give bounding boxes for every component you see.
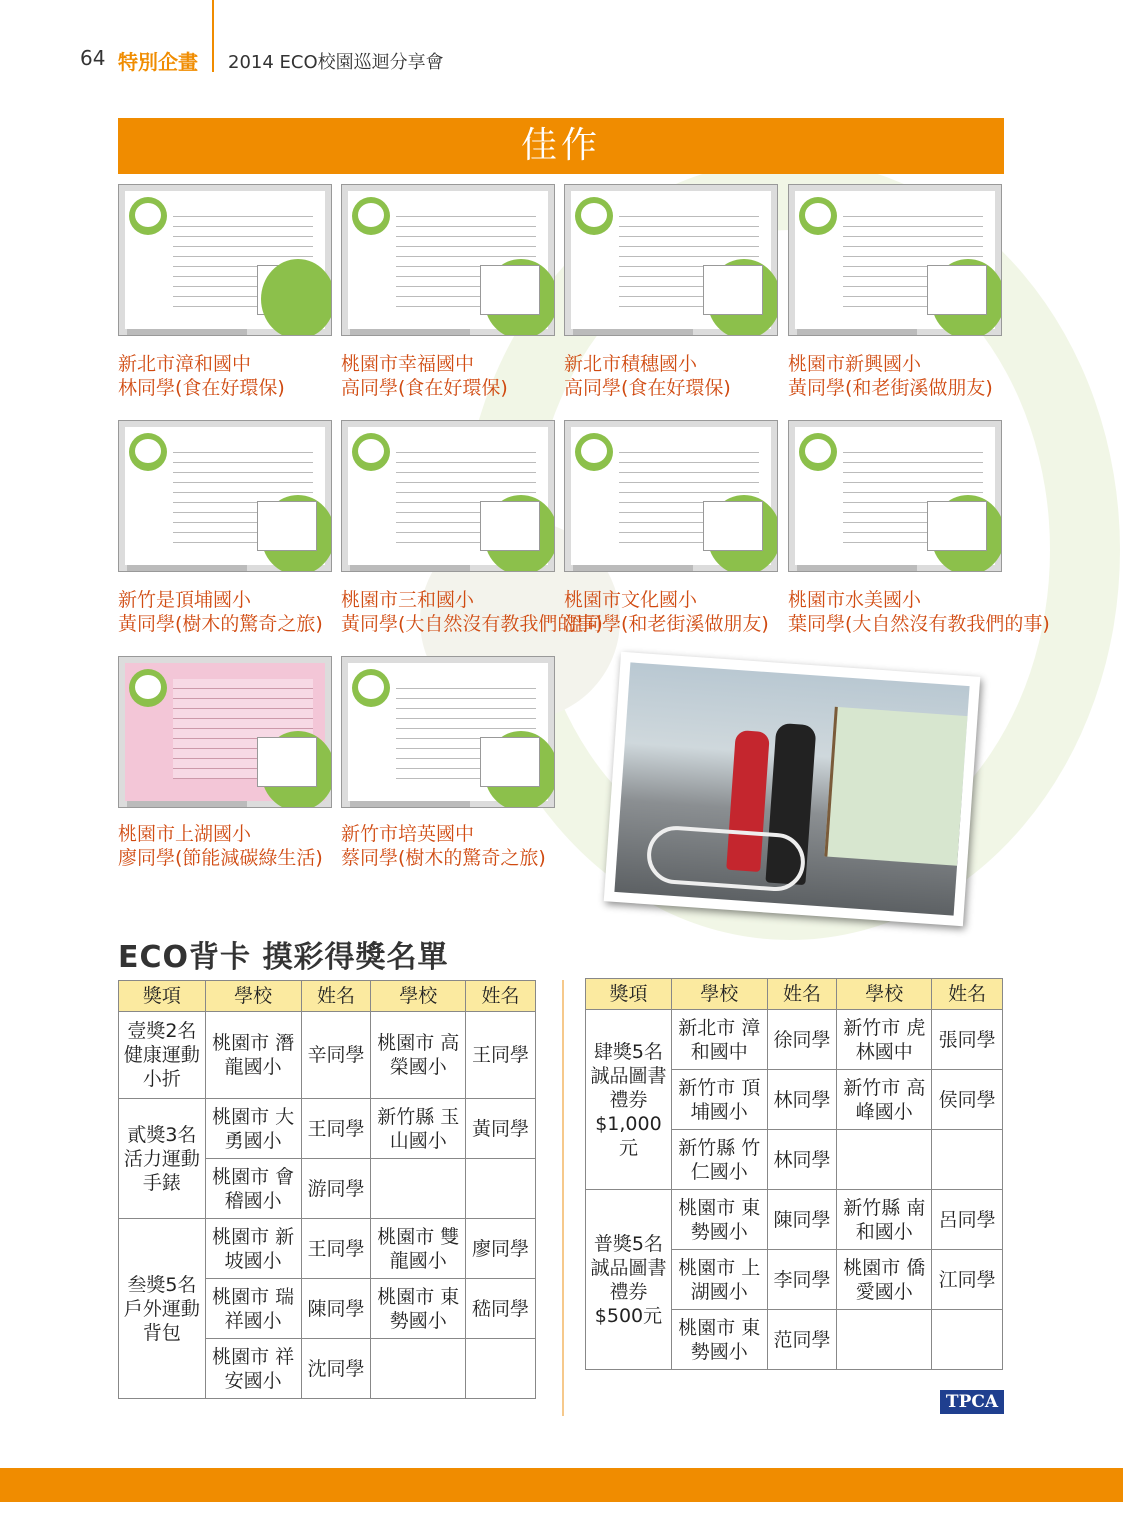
- table-divider: [562, 980, 564, 1416]
- school-cell: 新竹縣 南和國小: [837, 1190, 932, 1250]
- caption-school: 桃園市三和國小: [341, 589, 475, 611]
- school-cell: 新竹縣 竹仁國小: [671, 1130, 767, 1190]
- footer-bar: [0, 1468, 1123, 1502]
- photo-image: [614, 662, 969, 915]
- card-caption: [118, 588, 348, 636]
- artwork-card: [341, 656, 555, 808]
- name-cell: 王同學: [301, 1219, 371, 1279]
- card-caption: [564, 588, 794, 636]
- name-cell: 王同學: [301, 1099, 371, 1159]
- section-label: 特別企畫: [118, 50, 198, 74]
- name-cell: 廖同學: [466, 1219, 536, 1279]
- school-cell: 新北市 漳和國中: [671, 1010, 767, 1070]
- name-cell: 張同學: [932, 1010, 1003, 1070]
- name-cell: 游同學: [301, 1159, 371, 1219]
- empty-cell: [371, 1159, 466, 1219]
- column-header: 學校: [837, 979, 932, 1010]
- artwork-card: [341, 184, 555, 336]
- caption-student: 蔡同學(樹木的驚奇之旅): [341, 847, 546, 869]
- caption-school: 桃園市幸福國中: [341, 353, 475, 375]
- column-header: 學校: [671, 979, 767, 1010]
- column-header: 姓名: [301, 981, 371, 1012]
- prize-cell: 肆獎5名 誠品圖書禮券 $1,000 元: [586, 1010, 672, 1190]
- school-cell: 桃園市 上湖國小: [671, 1250, 767, 1310]
- column-header: 學校: [371, 981, 466, 1012]
- column-header: 獎項: [586, 979, 672, 1010]
- bicycle-shape: [645, 824, 807, 893]
- name-cell: 范同學: [767, 1310, 837, 1370]
- card-caption: [118, 352, 348, 400]
- caption-school: 桃園市文化國小: [564, 589, 698, 611]
- empty-cell: [371, 1339, 466, 1399]
- caption-school: 桃園市水美國小: [788, 589, 922, 611]
- caption-student: 高同學(食在好環保): [341, 377, 508, 399]
- card-caption: [564, 352, 794, 400]
- column-header: 獎項: [119, 981, 206, 1012]
- caption-student: 黃同學(大自然沒有教我們的事): [341, 613, 603, 635]
- card-caption: [341, 588, 603, 636]
- card-caption: [341, 822, 571, 870]
- empty-cell: [837, 1130, 932, 1190]
- empty-cell: [932, 1130, 1003, 1190]
- lottery-title: ECO背卡 摸彩得獎名單: [118, 940, 449, 975]
- caption-school: 桃園市上湖國小: [118, 823, 252, 845]
- empty-cell: [837, 1310, 932, 1370]
- card-caption: [118, 822, 348, 870]
- school-cell: 桃園市 瑞祥國小: [205, 1279, 301, 1339]
- page-title: 2014 ECO校園巡迴分享會: [228, 52, 444, 73]
- caption-school: 新北市積穗國小: [564, 353, 698, 375]
- page-number: 64: [80, 46, 106, 70]
- school-cell: 桃園市 東勢國小: [671, 1310, 767, 1370]
- school-cell: 新竹市 虎林國中: [837, 1010, 932, 1070]
- name-cell: 林同學: [767, 1130, 837, 1190]
- school-cell: 新竹市 頂埔國小: [671, 1070, 767, 1130]
- caption-student: 林同學(食在好環保): [118, 377, 285, 399]
- artwork-card: [788, 420, 1002, 572]
- caption-student: 廖同學(節能減碳綠生活): [118, 847, 323, 869]
- name-cell: 江同學: [932, 1250, 1003, 1310]
- name-cell: 黃同學: [466, 1099, 536, 1159]
- column-header: 姓名: [466, 981, 536, 1012]
- school-cell: 桃園市 僑愛國小: [837, 1250, 932, 1310]
- empty-cell: [466, 1159, 536, 1219]
- artwork-card: [118, 420, 332, 572]
- prize-cell: 叁獎5名 戶外運動背包: [119, 1219, 206, 1399]
- school-cell: 桃園市 雙龍國小: [371, 1219, 466, 1279]
- artwork-card: [341, 420, 555, 572]
- name-cell: 陳同學: [301, 1279, 371, 1339]
- school-cell: 桃園市 潛龍國小: [205, 1012, 301, 1099]
- caption-school: 新竹市培英國中: [341, 823, 475, 845]
- artwork-card: [118, 184, 332, 336]
- header-divider: [212, 0, 214, 72]
- name-cell: 嵇同學: [466, 1279, 536, 1339]
- name-cell: 林同學: [767, 1070, 837, 1130]
- card-caption: [788, 352, 1018, 400]
- school-cell: 桃園市 會稽國小: [205, 1159, 301, 1219]
- prize-cell: 壹獎2名 健康運動小折: [119, 1012, 206, 1099]
- school-cell: 桃園市 高榮國小: [371, 1012, 466, 1099]
- artwork-card: [788, 184, 1002, 336]
- name-cell: 辛同學: [301, 1012, 371, 1099]
- school-cell: 桃園市 東勢國小: [371, 1279, 466, 1339]
- caption-student: 黃同學(和老街溪做朋友): [788, 377, 993, 399]
- column-header: 姓名: [932, 979, 1003, 1010]
- caption-student: 溫同學(和老街溪做朋友): [564, 613, 769, 635]
- empty-cell: [932, 1310, 1003, 1370]
- prize-cell: 普獎5名 誠品圖書禮券 $500元: [586, 1190, 672, 1370]
- school-cell: 桃園市 東勢國小: [671, 1190, 767, 1250]
- column-header: 學校: [205, 981, 301, 1012]
- artwork-card: [118, 656, 332, 808]
- caption-student: 葉同學(大自然沒有教我們的事): [788, 613, 1050, 635]
- award-photo: [604, 652, 981, 927]
- prize-table-left: [118, 980, 536, 1399]
- artwork-card: [564, 420, 778, 572]
- school-cell: 桃園市 大勇國小: [205, 1099, 301, 1159]
- empty-cell: [466, 1339, 536, 1399]
- name-cell: 王同學: [466, 1012, 536, 1099]
- name-cell: 侯同學: [932, 1070, 1003, 1130]
- name-cell: 李同學: [767, 1250, 837, 1310]
- school-cell: 新竹市 高峰國小: [837, 1070, 932, 1130]
- caption-student: 高同學(食在好環保): [564, 377, 731, 399]
- column-header: 姓名: [767, 979, 837, 1010]
- name-cell: 徐同學: [767, 1010, 837, 1070]
- school-cell: 桃園市 祥安國小: [205, 1339, 301, 1399]
- prize-cell: 貳獎3名 活力運動手錶: [119, 1099, 206, 1219]
- name-cell: 呂同學: [932, 1190, 1003, 1250]
- card-caption: [341, 352, 571, 400]
- award-banner: 佳作: [118, 118, 1004, 174]
- name-cell: 陳同學: [767, 1190, 837, 1250]
- caption-school: 新竹是頂埔國小: [118, 589, 252, 611]
- caption-school: 新北市漳和國中: [118, 353, 252, 375]
- caption-student: 黃同學(樹木的驚奇之旅): [118, 613, 323, 635]
- prize-table-right: [585, 978, 1003, 1370]
- name-cell: 沈同學: [301, 1339, 371, 1399]
- tpca-logo: TPCA: [940, 1390, 1004, 1414]
- school-cell: 新竹縣 玉山國小: [371, 1099, 466, 1159]
- artwork-card: [564, 184, 778, 336]
- school-cell: 桃園市 新坡國小: [205, 1219, 301, 1279]
- card-caption: [788, 588, 1050, 636]
- caption-school: 桃園市新興國小: [788, 353, 922, 375]
